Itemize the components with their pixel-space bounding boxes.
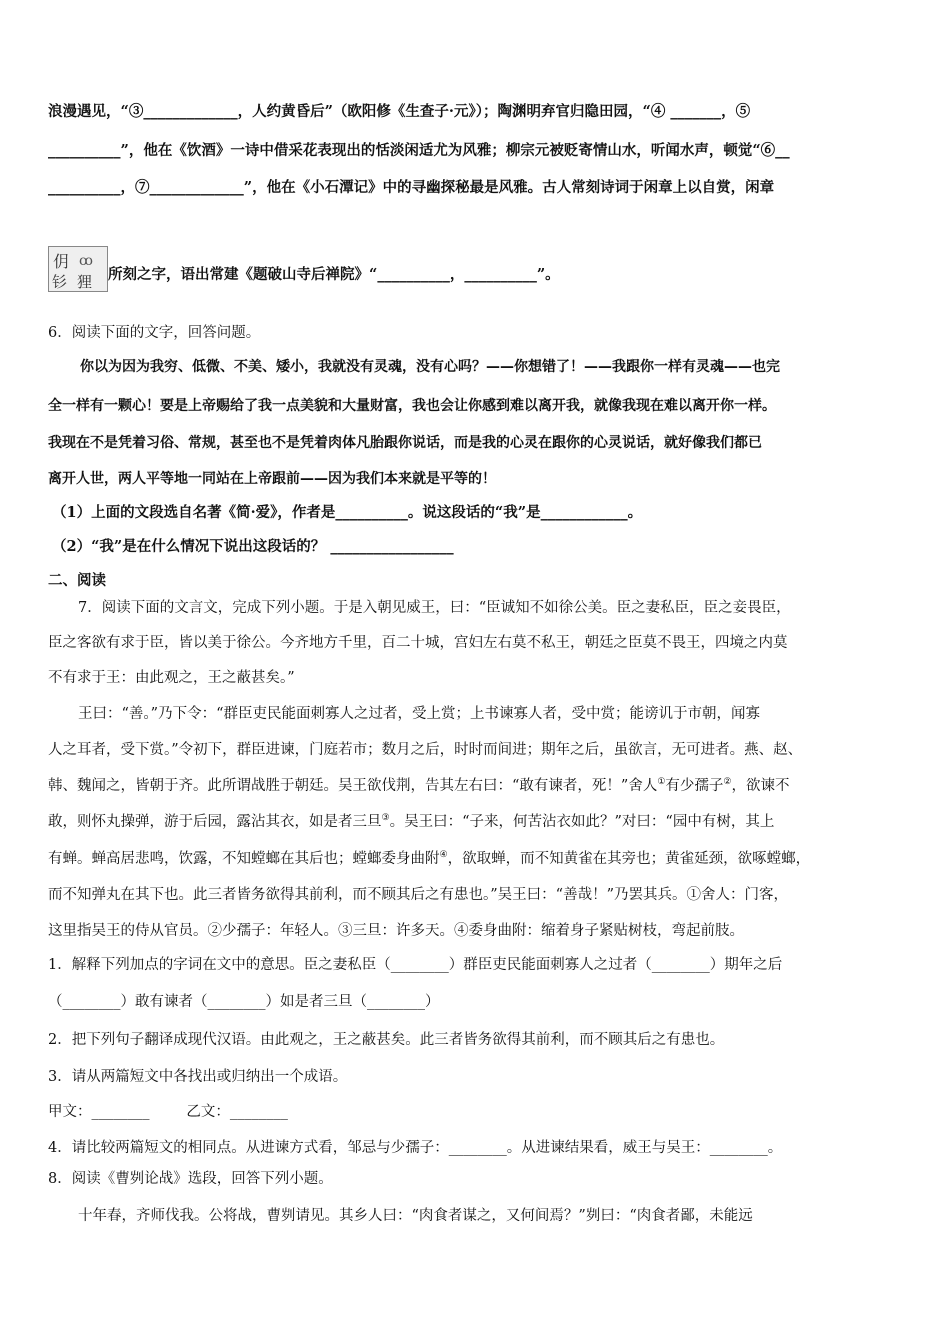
poetry-line-2: __________”，他在《饮酒》一诗中借采花表现出的恬淡闲适尤为风雅；柳宗元被贬寄情山水，听闻水声，顿觉“⑥__ [48,142,790,159]
poetry-line-1: 浪漫遇见，“③_____________，人约黄昏后”（欧阳修《生查子·元》）；陶渊明弃官归隐田园，“④ _______，⑤ [48,103,751,120]
q7-line8-text-b: ，欲取蝉，而不知黄雀在其旁也；黄雀延颈，欲啄螳螂， [447,851,811,867]
q6-sub-question-1: （1）上面的文段选自名著《简·爱》，作者是__________。说这段话的“我”是____________。 [52,504,643,521]
q7-passage-line-4: 王曰：“善。”乃下令：“群臣吏民能面刺寡人之过者，受上赏；上书谏寡人者，受中赏；能谤讥于市朝，闻寡 [78,706,760,722]
svg-text:狸: 狸 [77,273,93,291]
q7-passage-line-5: 人之耳者，受下赏。”令初下，群臣进谏，门庭若市；数月之后，时时而间进；期年之后，虽欲言，无可进者。燕、赵、 [48,742,803,758]
q7-passage-line-7 [48,812,774,832]
q6-passage-line-4: 离开人世，两人平等地一同站在上帝跟前——因为我们本来就是平等的！ [48,471,496,487]
q6-sub-question-2: （2）“我”是在什么情况下说出这段话的？ _________________ [52,538,454,555]
q7-passage-line-8 [48,849,810,869]
q6-passage-line-3: 我现在不是凭着习俗、常规，甚至也不是凭着肉体凡胎跟你说话，而是我的心灵在跟你的心灵说话，就好像我们都已 [48,435,762,451]
question-1-line-2: （________）敢有谏者（________）如是者三旦（________） [48,994,440,1010]
q8-title: 8．阅读《曹刿论战》选段，回答下列小题。 [48,1171,333,1187]
section-2-title: 二、阅读 [48,572,106,589]
q7-line6-text-b: 有少孺子 [665,778,724,794]
question-3: 3．请从两篇短文中各找出或归纳出一个成语。 [48,1069,348,1085]
question-2: 2．把下列句子翻译成现代汉语。由此观之，王之蔽甚矣。此三者皆务欲得其前利，而不顾其后之有患也。 [48,1032,725,1048]
poetry-line-4: 所刻之字，语出常建《题破山寺后禅院》“__________，__________”。 [108,266,560,283]
q7-passage-line-3: 不有求于王：由此观之，王之蔽甚矣。” [48,670,295,686]
svg-text:ꝏ: ꝏ [79,253,93,269]
question-4: 4．请比较两篇短文的相同点。从进谏方式看，邹忌与少孺子：________。从进谏结果看，威王与吴王：________。 [48,1140,783,1156]
svg-text:仴: 仴 [53,252,70,271]
q7-passage-line-2: 臣之客欲有求于臣，皆以美于徐公。今齐地方千里，百二十城，宫妇左右莫不私王，朝廷之臣莫不畏王，四境之内莫 [48,635,788,651]
q6-passage-line-1: 你以为因为我穷、低微、不美、矮小，我就没有灵魂，没有心吗？——你想错了！——我跟你一样有灵魂——也完 [80,359,780,375]
q7-footnotes: 这里指吴王的侍从官员。②少孺子：年轻人。③三旦：许多天。④委身曲附：缩着身子紧贴树枝，弯起前肢。 [48,923,744,939]
q7-line7-text-a: 敢，则怀丸操弹，游于后园，露沾其衣，如是者三旦 [48,814,382,830]
footnote-marker-3: ③ [381,813,390,824]
q6-passage-line-2: 全一样有一颗心！要是上帝赐给了我一点美貌和大量财富，我也会让你感到难以离开我，就像我现在难以离开你一样。 [48,398,776,414]
q7-passage-line-6 [48,776,789,796]
q7-line8-text-a: 有蝉。蝉高居悲鸣，饮露，不知螳螂在其后也；螳螂委身曲附 [48,851,440,867]
footnote-marker-4: ④ [439,850,448,861]
q7-line7-text-b: 。吴王曰：“子来，何苦沾衣如此？”对曰：“园中有树，其上 [389,814,775,830]
q7-passage-line-1: 7．阅读下面的文言文，完成下列小题。于是入朝见威王，曰：“臣诚知不如徐公美。臣之妻私臣，臣之妾畏臣， [78,600,791,616]
seal-stamp-image [48,246,108,292]
q7-passage-line-9: 而不知弹丸在其下也。此三者皆务欲得其前利，而不顾其后之有患也。”吴王曰：“善哉！”乃罢其兵。①舍人：门客， [48,887,788,903]
q7-line6-text-a: 韩、魏闻之，皆朝于齐。此所谓战胜于朝廷。吴王欲伐荆，告其左右曰：“敢有谏者，死！”舍人 [48,778,658,794]
q8-passage-line-1: 十年春，齐师伐我。公将战，曹刿请见。其乡人曰：“肉食者谋之，又何间焉？”刿曰：“肉食者鄙，未能远 [78,1208,753,1224]
q7-line6-text-c: ，欲谏不 [731,778,790,794]
question-3-answers: 甲文：________ 乙文：________ [48,1104,288,1120]
footnote-marker-2: ② [723,777,732,788]
footnote-marker-1: ① [657,777,666,788]
poetry-line-3: __________，⑦_____________”，他在《小石潭记》中的寻幽探秘最是风雅。古人常刻诗词于闲章上以自赏，闲章 [48,179,775,196]
question-1-line-1: 1．解释下列加点的字词在文中的意思。臣之妻私臣（________）群臣吏民能面刺寡人之过者（________）期年之后 [48,957,783,973]
q6-title: 6．阅读下面的文字，回答问题。 [48,325,261,341]
svg-text:钐: 钐 [52,273,68,291]
